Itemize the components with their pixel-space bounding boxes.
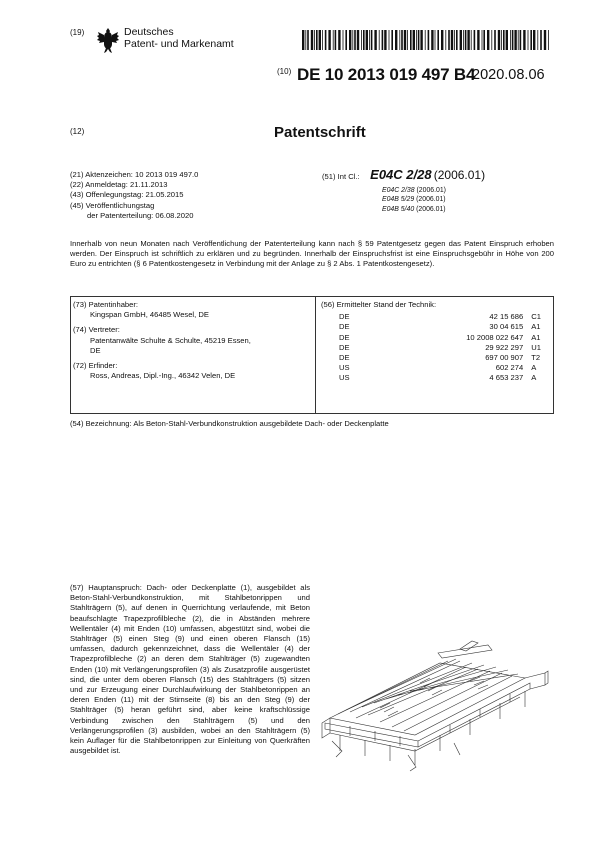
barcode-bar (448, 30, 450, 50)
barcode-bar (510, 30, 511, 50)
biblio-row-22: (22) Anmeldetag: 21.11.2013 (70, 180, 168, 190)
owner-label: (73) Patentinhaber: (73, 300, 139, 309)
table-row: DE 42 15 686 C1 (339, 312, 541, 322)
barcode-bar (503, 30, 505, 50)
barcode-bar (533, 30, 535, 50)
barcode-bar (482, 30, 483, 50)
barcode-bar (487, 30, 489, 50)
barcode-bar (451, 30, 453, 50)
barcode-bar (501, 30, 502, 50)
main-claim: (57) Hauptanspruch: Dach- oder Deckenplatte (1), ausgebildet als Beton-Stahl-Verbundkonstruktion, mit Stahlbetonrippen und Stahlträgern (5), auf denen in Querrichtung verlaufende, mit Beton beaufschlagte Trapezprofilbleche (2), die in Abständen mehrere Wellentäler (4) mit Enden (10) umfassen, abgestützt sind, wobei die Stahlträger (5) einen Steg (9) und einen oberen Flansch (15) umfassen, dadurch gekennzeichnet, dass die Wellentäler (4) der Trapezprofilbleche (2) an deren dem Stahlträger (5) zugewandten Enden (10) mit Verlängerungsprofilen (3) als Zusatzprofile ausgerüstet sind, die unter dem oberen Flansch (15) des Stahlträgers (5) sitzen und zur Erzeugung einer Durchlaufwirkung der Stahlbetonrippen an deren Enden (11) mit der Stirnseite (8) bis an den Steg (9) der Stahlträger (5) heran geführt sind, aber keine kraftschlüssige Verbindung zwischen den Stahlträgern (5) und den Verlängerungsprofilen (3) ausbilden, wobei an den Stahlträgern (5) kein Auflager für die Stahlbetonrippen zur Einleitung von Querkräften ausgebildet ist. (70, 583, 310, 756)
barcode-bar (369, 30, 370, 50)
barcode-bar (467, 30, 469, 50)
barcode-bar (413, 30, 415, 50)
barcode-bar (335, 30, 337, 50)
inventor-value: Ross, Andreas, Dipl.-Ing., 46342 Velen, DE (90, 371, 236, 381)
barcode-bar (343, 30, 344, 50)
barcode-bar (474, 30, 476, 50)
barcode-bar (425, 30, 426, 50)
owner-value: Kingspan GmbH, 46485 Wesel, DE (90, 310, 209, 320)
ipc-secondary-3: E04B 5/40 (2006.01) (382, 205, 446, 213)
barcode-bar (302, 30, 304, 50)
barcode-bar (311, 30, 313, 50)
ipc-secondary-2: E04B 5/29 (2006.01) (382, 196, 446, 204)
barcode-bar (395, 30, 397, 50)
patent-office-name (124, 26, 234, 50)
box-divider (315, 296, 316, 414)
inventor-label: (72) Erfinder: (73, 361, 118, 371)
barcode-bar (345, 30, 347, 50)
barcode-bar (401, 30, 403, 50)
table-row: DE 10 2008 022 647 A1 (339, 332, 541, 342)
barcode-bar (498, 30, 500, 50)
barcode-bar (352, 30, 353, 50)
barcode-bar (305, 30, 306, 50)
inid-code-19: (19) (70, 28, 85, 37)
publication-date: 2020.08.06 (472, 67, 545, 83)
invention-title: (54) Bezeichnung: Als Beton-Stahl-Verbundkonstruktion ausgebildete Dach- oder Deckenplatte (70, 419, 389, 428)
barcode-bar (463, 30, 464, 50)
barcode-bar (491, 30, 492, 50)
barcode-bar (366, 30, 368, 50)
table-row: DE 29 922 297 U1 (339, 342, 541, 352)
prior-art-table (339, 312, 551, 383)
barcode-bar (371, 30, 373, 50)
barcode-bar (349, 30, 351, 50)
barcode-bar (399, 30, 400, 50)
opposition-notice: Innerhalb von neun Monaten nach Veröffentlichung der Patenterteilung kann nach § 59 Patentgesetz gegen das Patent Einspruch erhoben werden. Der Einspruch ist schriftlich zu erklären und zu begründen. Innerhalb der Einspruchsfrist ist eine Einspruchsgebühr in Höhe von 200 Euro zu entrichten (§ 6 Patentkostengesetz in Verbindung mit der Anlage zu § 2 Abs. 1 Patentkostengesetz). (70, 239, 554, 269)
barcode-bar (494, 30, 496, 50)
barcode-bar (319, 30, 321, 50)
barcode-bar (437, 30, 439, 50)
barcode-bar (518, 30, 519, 50)
barcode-bar (460, 30, 462, 50)
barcode-bar (316, 30, 318, 50)
ipc-main-version: (2006.01) (433, 168, 486, 182)
barcode-bar (431, 30, 433, 50)
barcode-bar (328, 30, 330, 50)
barcode-bar (363, 30, 365, 50)
representative-label: (74) Vertreter: (73, 325, 120, 335)
biblio-row-21: (21) Aktenzeichen: 10 2013 019 497.0 (70, 170, 199, 179)
barcode-bar (477, 30, 479, 50)
ipc-secondary-1: E04C 2/38 (2006.01) (382, 187, 446, 194)
barcode-bar (384, 30, 386, 50)
barcode-bar (420, 30, 422, 50)
barcode-bar (322, 30, 323, 50)
barcode-bar (471, 30, 472, 50)
barcode-bar (428, 30, 430, 50)
ipc-main-class: E04C 2/28 (370, 167, 432, 182)
classification-main (322, 167, 486, 182)
office-line-1: Deutsches (124, 26, 174, 38)
barcode-bar (514, 30, 516, 50)
barcode-bar (454, 30, 455, 50)
barcode-bar (407, 30, 408, 50)
barcode-bar (325, 30, 327, 50)
barcode-bar (435, 30, 436, 50)
barcode-bar (410, 30, 412, 50)
barcode-bar (338, 30, 340, 50)
ipc-code: (51) (322, 172, 336, 181)
publication-number: DE 10 2013 019 497 B4 (297, 65, 476, 84)
biblio-row-45: (45) Veröffentlichungstag (70, 200, 155, 210)
bibliographic-data (70, 170, 310, 221)
barcode (302, 30, 552, 50)
barcode-bar (333, 30, 334, 50)
barcode-bar (537, 30, 538, 50)
inid-code-10: (10) (277, 67, 292, 76)
barcode-bar (540, 30, 542, 50)
barcode-bar (361, 30, 362, 50)
office-line-2: Patent- und Markenamt (124, 38, 234, 50)
barcode-bar (465, 30, 467, 50)
patent-drawing (320, 623, 552, 773)
barcode-bar (391, 30, 393, 50)
parties-column (73, 300, 311, 381)
barcode-bar (528, 30, 529, 50)
barcode-bar (307, 30, 309, 50)
barcode-bar (530, 30, 532, 50)
barcode-bar (418, 30, 420, 50)
document-type-title: Patentschrift (274, 124, 366, 141)
table-row: DE 697 00 907 T2 (339, 353, 541, 363)
barcode-bar (374, 30, 376, 50)
representative-value-2: DE (90, 345, 101, 355)
barcode-bar (416, 30, 417, 50)
barcode-bar (483, 30, 485, 50)
representative-value-1: Patentanwälte Schulte & Schulte, 45219 Essen, (90, 335, 251, 345)
barcode-bar (382, 30, 384, 50)
table-row: US 602 274 A (339, 363, 537, 373)
barcode-bar (379, 30, 380, 50)
classification-secondary (382, 186, 446, 214)
barcode-bar (548, 30, 549, 50)
inid-code-12: (12) (70, 127, 85, 136)
barcode-bar (441, 30, 443, 50)
biblio-row-43: (43) Offenlegungstag: 21.05.2015 (70, 190, 184, 200)
barcode-bar (389, 30, 390, 50)
ipc-label: Int Cl.: (337, 172, 360, 181)
table-row: DE 30 04 615 A1 (339, 322, 541, 332)
barcode-bar (506, 30, 508, 50)
biblio-row-45-cont: der Patenterteilung: 06.08.2020 (87, 210, 194, 220)
barcode-bar (523, 30, 525, 50)
federal-eagle-logo (96, 26, 120, 54)
barcode-bar (404, 30, 406, 50)
prior-art-column (321, 300, 551, 384)
table-row: US 4 653 237 A (339, 373, 537, 383)
barcode-bar (314, 30, 315, 50)
barcode-bar (520, 30, 522, 50)
barcode-bar (445, 30, 446, 50)
barcode-bar (357, 30, 359, 50)
barcode-bar (354, 30, 356, 50)
barcode-bar (456, 30, 458, 50)
barcode-bar (544, 30, 546, 50)
barcode-bar (512, 30, 514, 50)
prior-art-label: (56) Ermittelter Stand der Technik: (321, 300, 437, 309)
